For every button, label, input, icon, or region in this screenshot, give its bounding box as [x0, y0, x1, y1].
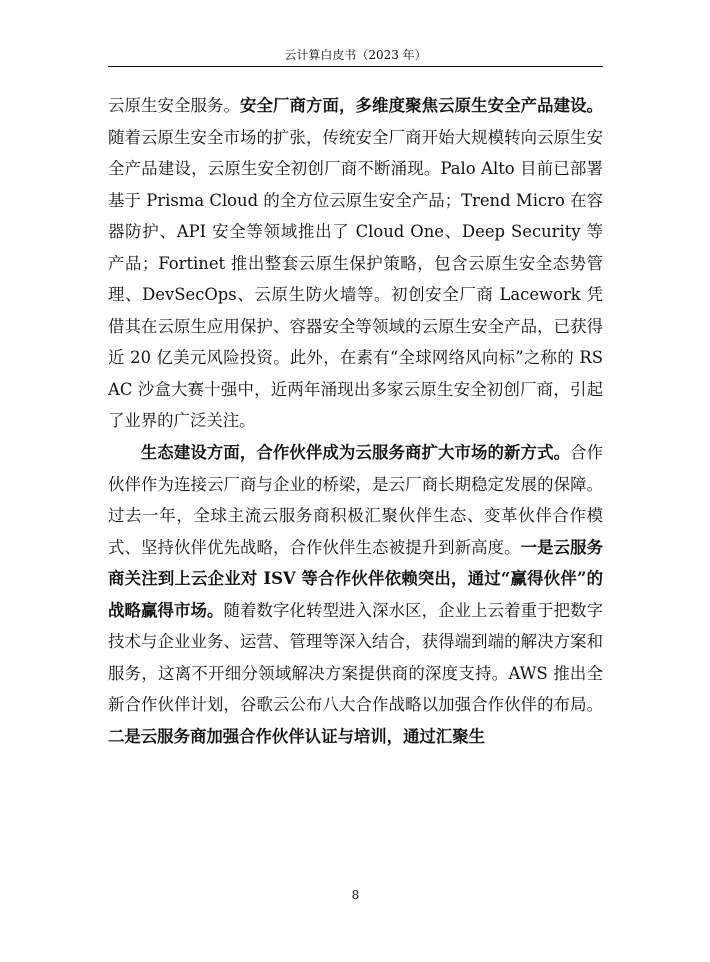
running-header: 云计算白皮书（2023 年） — [284, 48, 427, 62]
body-text — [108, 90, 603, 752]
bold-phrase: 二是云服务商加强合作伙伴认证与培训，通过汇聚生 — [108, 726, 485, 746]
bold-phrase: 生态建设方面，合作伙伴成为云服务商扩大市场的新方式。 — [140, 443, 571, 463]
text-run: 随着云原生安全市场的扩张，传统安全厂商开始大规模转向云原生安全产品建设，云原生安全初创厂商不断涌现。Palo Alto 目前已部署基于 Prisma Cloud 的全方位云原生安全产品；Trend Micro 在容器防护、API 安全等领域推出了 Cloud One、Deep Security 等产品；Fortinet 推出整套云原生保护策略，包含云原生安全态势管理、DevSecOps、云原生防火墙等。初创安全厂商 Lacework 凭借其在云原生应用保护、容器安全等领域的云原生安全产品，已获得近 20 亿美元风险投资。此外，在素有“全球网络风向标”之称的 RSAC 沙盒大赛十强中，近两年涌现出多家云原生安全初创厂商，引起了业界的广泛关注。 — [108, 127, 603, 431]
text-run: 云原生安全服务。 — [108, 96, 241, 115]
page-number: 8 — [351, 888, 360, 902]
header-rule — [108, 66, 603, 67]
paragraph — [108, 437, 603, 752]
paragraph — [108, 90, 603, 437]
bold-phrase: 一是云服务商关注到上云企业对 ISV 等合作伙伴依赖突出，通过“赢得伙伴”的战略赢得市场。 — [108, 537, 603, 620]
text-run: 随着数字化转型进入深水区，企业上云着重于把数字技术与企业业务、运营、管理等深入结合，获得端到端的解决方案和服务，这离不开细分领域解决方案提供商的深度支持。AWS 推出全新合作伙伴计划，谷歌云公布八大合作战略以加强合作伙伴的布局。 — [108, 600, 604, 715]
text-run: 合作伙伴作为连接云厂商与企业的桥梁，是云厂商长期稳定发展的保障。过去一年，全球主流云服务商积极汇聚伙伴生态、变革伙伴合作模式、坚持伙伴优先战略，合作伙伴生态被提升到新高度。 — [108, 443, 604, 557]
bold-phrase: 安全厂商方面，多维度聚焦云原生安全产品建设。 — [240, 96, 603, 115]
